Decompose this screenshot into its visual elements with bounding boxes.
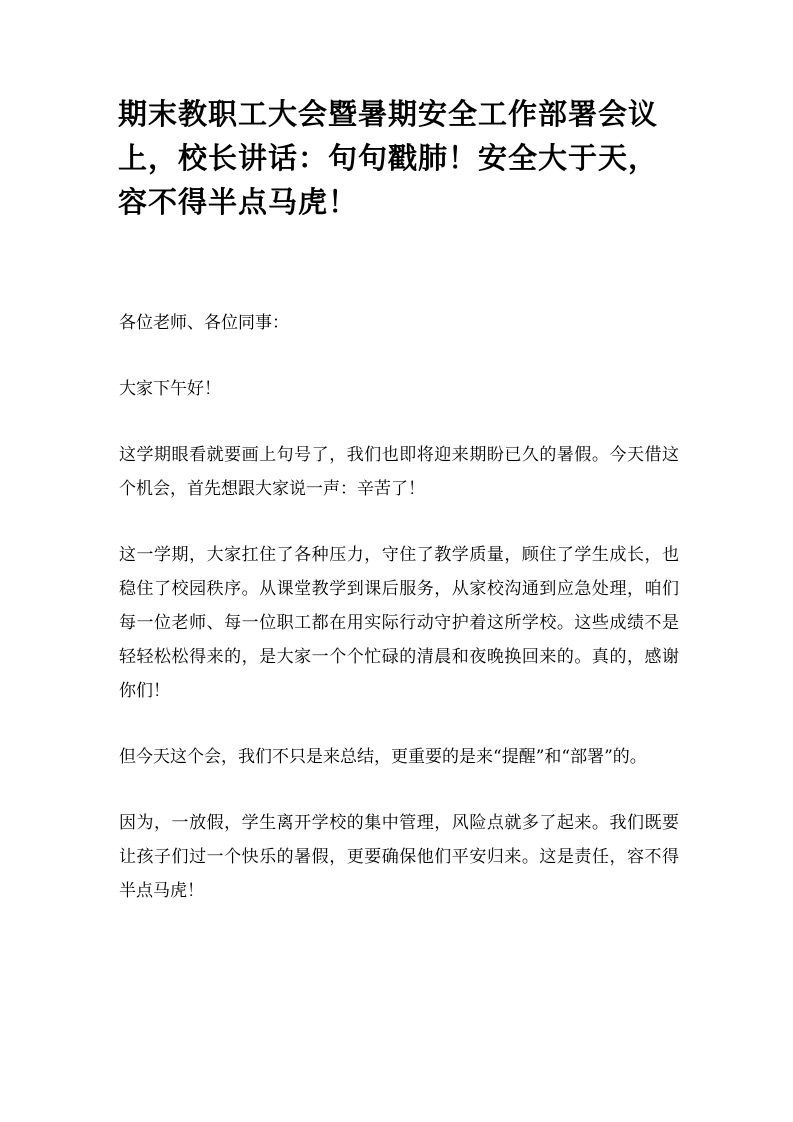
- paragraph-safety-reminder: 因为，一放假，学生离开学校的集中管理，风险点就多了起来。我们既要让孩子们过一个快乐的暑假，更要确保他们平安归来。这是责任，容不得半点马虎！: [119, 813, 679, 901]
- paragraph-hello: 大家下午好！: [119, 379, 221, 399]
- paragraph-semester-review: 这一学期，大家扛住了各种压力，守住了教学质量，顾住了学生成长，也稳住了校园秩序。从课堂教学到课后服务，从家校沟通到应急处理，咱们每一位老师、每一位职工都在用实际行动守护着这所学校。这些成绩不是轻轻松松得来的，是大家一个个忙碌的清晨和夜晚换回来的。真的，感谢你们！: [119, 545, 679, 701]
- paragraph-greeting: 各位老师、各位同事：: [119, 313, 289, 333]
- paragraph-thanks: 这学期眼看就要画上句号了，我们也即将迎来期盼已久的暑假。今天借这个机会，首先想跟大家说一声：辛苦了！: [119, 445, 679, 499]
- document-title: 期末教职工大会暨暑期安全工作部署会议上，校长讲话：句句戳肺！安全大于天，容不得半点马虎！: [118, 97, 659, 219]
- paragraph-purpose: 但今天这个会，我们不只是来总结，更重要的是来“提醒”和“部署”的。: [119, 747, 647, 767]
- document-body: [119, 306, 679, 940]
